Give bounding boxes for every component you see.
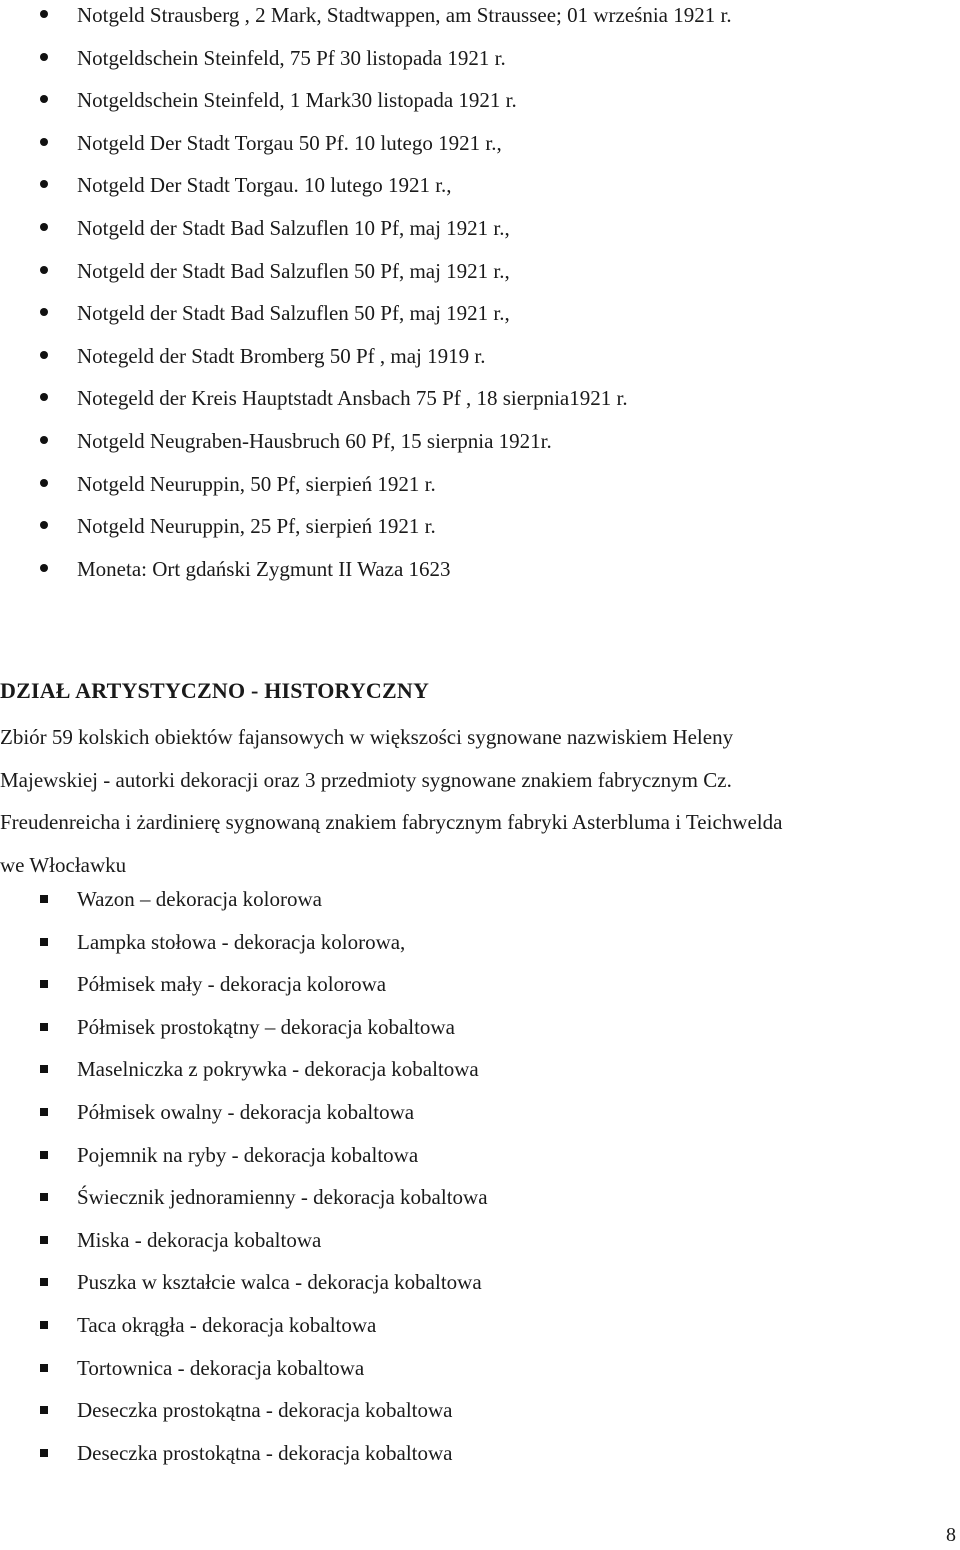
bullet-square-icon [40,1193,48,1201]
bullet-square-icon [40,1151,48,1159]
bullet-dot-icon [40,393,48,401]
bullet-square-icon [40,1406,48,1414]
bullet-dot-icon [40,266,48,274]
paragraph-line: Zbiór 59 kolskich obiektów fajansowych w większości sygnowane nazwiskiem Heleny [0,725,734,749]
bullet-square-icon [40,1065,48,1073]
bullet-dot-icon [40,351,48,359]
paragraph-line: Freudenreicha i żardinierę sygnowaną znakiem fabrycznym fabryki Asterbluma i Teichwelda [0,810,783,834]
document-page: Notgeld Strausberg , 2 Mark, Stadtwappen, am Straussee; 01 września 1921 r. Notgeldschein Steinfeld, 75 Pf 30 listopada 1921 r. Notgeldschein Steinfeld, 1 Mark30 listopada 1921 r. Notgeld Der Stadt Torgau 50 Pf. 10 lutego 1921 r., Notgeld Der Stadt Torgau. 10 lutego 1921 r., Notgeld der Stadt Bad Salzuflen 10 Pf, maj 1921 r., Notgeld der Stadt Bad Salzuflen 50 Pf, maj 1921 r., Notgeld der Stadt Bad Salzuflen 50 Pf, maj 1921 r., Notegeld der Stadt Bromberg 50 Pf , maj 1919 r. Notegeld der Kreis Hauptstadt Ansbach 75 Pf , 18 sierpnia1921 r. Notgeld Neugraben-Hausbruch 60 Pf, 15 sierpnia 1921r. Notgeld Neuruppin, 50 Pf, sierpień 1921 r. Notgeld Neuruppin, 25 Pf, sierpień 1921 r. Moneta: Ort gdański Zygmunt II Waza 1623 DZIAŁ ARTYSTYCZNO - HISTORYCZNY Zbiór 59 kolskich obiektów fajansowych w większości sygnowane nazwiskiem Heleny Majewskiej - autorki dekoracji oraz 3 przedmioty sygnowane znakiem fabrycznym Cz. Freudenreicha i żardinierę sygnowaną znakiem fabrycznym fabryki Asterbluma i Teichwelda we Włocławku Wazon – dekoracja kolorowa Lampka stołowa - dekoracja kolorowa, Półmisek mały - dekoracja kolorowa Półmisek prostokątny – dekoracja kobaltowa Maselniczka z pokrywka - dekoracja kobaltowa Półmisek owalny - dekoracja kobaltowa Pojemnik na ryby - dekoracja kobaltowa Świecznik jednoramienny - dekoracja kobaltowa Miska - dekoracja kobaltowa Puszka w kształcie walca - dekoracja kobaltowa Taca okrągła - dekoracja kobaltowa Tortownica - dekoracja kobaltowa Deseczka prostokątna - dekoracja kobaltowa Deseczka prostokątna - dekoracja kobaltowa 8 [0,3,956,1546]
bullet-square-icon [40,1321,48,1329]
bullet-square-icon [40,895,48,903]
bullet-dot-icon [40,308,48,316]
bullet-dot-icon [40,180,48,188]
paragraph-line: Majewskiej - autorki dekoracji oraz 3 przedmioty sygnowane znakiem fabrycznym Cz. [0,767,732,792]
bullet-dot-icon [40,95,48,103]
page-number: 8 [946,1524,956,1546]
section-heading: DZIAŁ ARTYSTYCZNO - HISTORYCZNY [0,678,430,703]
bullet-square-icon [40,938,48,946]
bullet-square-icon [40,1236,48,1244]
paragraph-line: we Włocławku [0,852,127,877]
bullet-square-icon [40,1108,48,1116]
bullet-dot-icon [40,479,48,487]
collection-description [0,716,955,886]
bullet-square-icon [40,1278,48,1286]
bullet-square-icon [40,1364,48,1372]
bullet-square-icon [40,1449,48,1457]
bullet-dot-icon [40,10,48,18]
bullet-square-icon [40,1023,48,1031]
bullet-dot-icon [40,138,48,146]
bullet-dot-icon [40,53,48,61]
bullet-square-icon [40,980,48,988]
bullet-dot-icon [40,564,48,572]
bullet-dot-icon [40,521,48,529]
bullet-dot-icon [40,436,48,444]
bullet-dot-icon [40,223,48,231]
